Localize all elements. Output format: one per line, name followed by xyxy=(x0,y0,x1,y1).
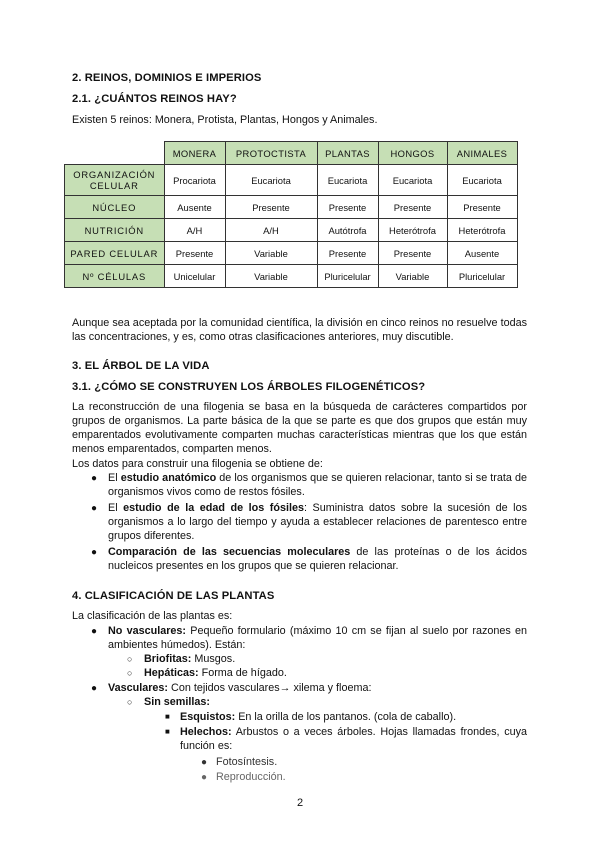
table-cell: Presente xyxy=(378,242,447,265)
list-item-hepaticas: Hepáticas: Forma de hígado. xyxy=(144,667,287,679)
table-cell: Unicelular xyxy=(164,265,225,288)
table-row-label: ORGANIZACIÓN CELULAR xyxy=(65,165,165,196)
table-cell: Ausente xyxy=(447,242,517,265)
list-item-briofitas: Briofitas: Musgos. xyxy=(144,653,236,665)
list-item-no-vasculares: No vasculares: Pequeño formulario (máximo 10 cm se fijan al suelo por razones en ambientes húmedos). Están: xyxy=(108,625,527,651)
table-header-cell: ANIMALES xyxy=(447,142,517,165)
bullet-icon: ● xyxy=(91,683,98,694)
table-cell: Presente xyxy=(164,242,225,265)
table-cell: Eucariota xyxy=(317,165,378,196)
table-row-label: Nº CÉLULAS xyxy=(65,265,165,288)
list-item-fotosintesis: Fotosíntesis. xyxy=(216,756,278,768)
kingdoms-table xyxy=(64,141,518,288)
table-header-cell: HONGOS xyxy=(378,142,447,165)
table-cell: Presente xyxy=(317,242,378,265)
table-row xyxy=(65,265,518,288)
section-2-heading: 2. REINOS, DOMINIOS E IMPERIOS xyxy=(72,72,262,84)
table-cell: Variable xyxy=(225,265,317,288)
table-row xyxy=(65,165,518,196)
square-bullet-icon: ■ xyxy=(165,727,170,736)
table-cell: Autótrofa xyxy=(317,219,378,242)
table-cell: Heterótrofa xyxy=(447,219,517,242)
table-cell: Heterótrofa xyxy=(378,219,447,242)
bullet-icon: ● xyxy=(201,772,208,783)
table-row-label: PARED CELULAR xyxy=(65,242,165,265)
table-row xyxy=(65,242,518,265)
list-item-helechos: Helechos: Arbustos o a veces árboles. Hojas llamadas frondes, cuya función es: xyxy=(180,726,527,752)
list-item-esquistos: Esquistos: En la orilla de los pantanos. (cola de caballo). xyxy=(180,711,457,723)
phylogeny-lead: Los datos para construir una filogenia se obtiene de: xyxy=(72,458,323,470)
bullet-icon: ● xyxy=(91,626,98,637)
plants-lead: La clasificación de las plantas es: xyxy=(72,610,233,622)
list-item: Comparación de las secuencias moleculares de las proteínas o de los ácidos nucleicos presentes en los grupos que se quieren relacionar. xyxy=(108,546,527,572)
table-header-cell: PLANTAS xyxy=(317,142,378,165)
table-cell: Pluricelular xyxy=(317,265,378,288)
table-cell: Presente xyxy=(378,196,447,219)
table-cell: Presente xyxy=(225,196,317,219)
table-cell: Procariota xyxy=(164,165,225,196)
table-cell: Variable xyxy=(225,242,317,265)
section-2-1-heading: 2.1. ¿CUÁNTOS REINOS HAY? xyxy=(72,93,237,105)
table-cell: Eucariota xyxy=(378,165,447,196)
list-item-reproduccion: Reproducción. xyxy=(216,771,286,783)
table-cell: A/H xyxy=(164,219,225,242)
circle-bullet-icon: ○ xyxy=(127,654,133,664)
table-cell: Eucariota xyxy=(225,165,317,196)
table-cell: Presente xyxy=(447,196,517,219)
table-cell: Pluricelular xyxy=(447,265,517,288)
list-item: El estudio de la edad de los fósiles: Suministra datos sobre la sucesión de los organismos a lo largo del tiempo y ayuda a establecer relaciones de parentesco entre grupos diferentes. xyxy=(108,502,527,542)
section-3-1-heading: 3.1. ¿CÓMO SE CONSTRUYEN LOS ÁRBOLES FILOGENÉTICOS? xyxy=(72,381,426,393)
table-row xyxy=(65,196,518,219)
table-cell: Presente xyxy=(317,196,378,219)
phylogeny-paragraph: La reconstrucción de una filogenia se basa en la búsqueda de carácteres compartidos por grupos de organismos. La parte básica de la que se parte es que dos grupos que están muy emparentados evolutivamente comparten muchas características mientras que los que están menos emparentados, comparten menos. xyxy=(72,401,527,455)
circle-bullet-icon: ○ xyxy=(127,697,133,707)
table-header-cell: MONERA xyxy=(164,142,225,165)
bullet-icon: ● xyxy=(91,547,98,558)
bullet-icon: ● xyxy=(201,757,208,768)
table-header-row xyxy=(65,142,518,165)
list-item-vasculares: Vasculares: Con tejidos vasculares→ xilema y floema: xyxy=(108,682,372,694)
bullet-icon: ● xyxy=(91,503,98,514)
table-cell: Variable xyxy=(378,265,447,288)
table-row-label: NÚCLEO xyxy=(65,196,165,219)
table-cell: A/H xyxy=(225,219,317,242)
bullet-icon: ● xyxy=(91,473,98,484)
table-cell: Eucariota xyxy=(447,165,517,196)
kingdoms-conclusion: Aunque sea aceptada por la comunidad científica, la división en cinco reinos no resuelve todas las concentraciones, y es, como otras clasificaciones anteriores, muy discutible. xyxy=(72,317,527,343)
table-row xyxy=(65,219,518,242)
page-number: 2 xyxy=(296,797,304,809)
section-3-heading: 3. EL ÁRBOL DE LA VIDA xyxy=(72,360,210,372)
kingdoms-intro: Existen 5 reinos: Monera, Protista, Plantas, Hongos y Animales. xyxy=(72,114,378,126)
table-corner xyxy=(65,142,165,165)
list-item-sin-semillas: Sin semillas: xyxy=(144,696,211,708)
list-item: El estudio anatómico de los organismos que se quieren relacionar, tanto si se trata de organismos vivos como de restos fósiles. xyxy=(108,472,527,498)
table-row-label: NUTRICIÓN xyxy=(65,219,165,242)
table-header-cell: PROTOCTISTA xyxy=(225,142,317,165)
section-4-heading: 4. CLASIFICACIÓN DE LAS PLANTAS xyxy=(72,590,275,602)
circle-bullet-icon: ○ xyxy=(127,668,133,678)
table-cell: Ausente xyxy=(164,196,225,219)
square-bullet-icon: ■ xyxy=(165,712,170,721)
